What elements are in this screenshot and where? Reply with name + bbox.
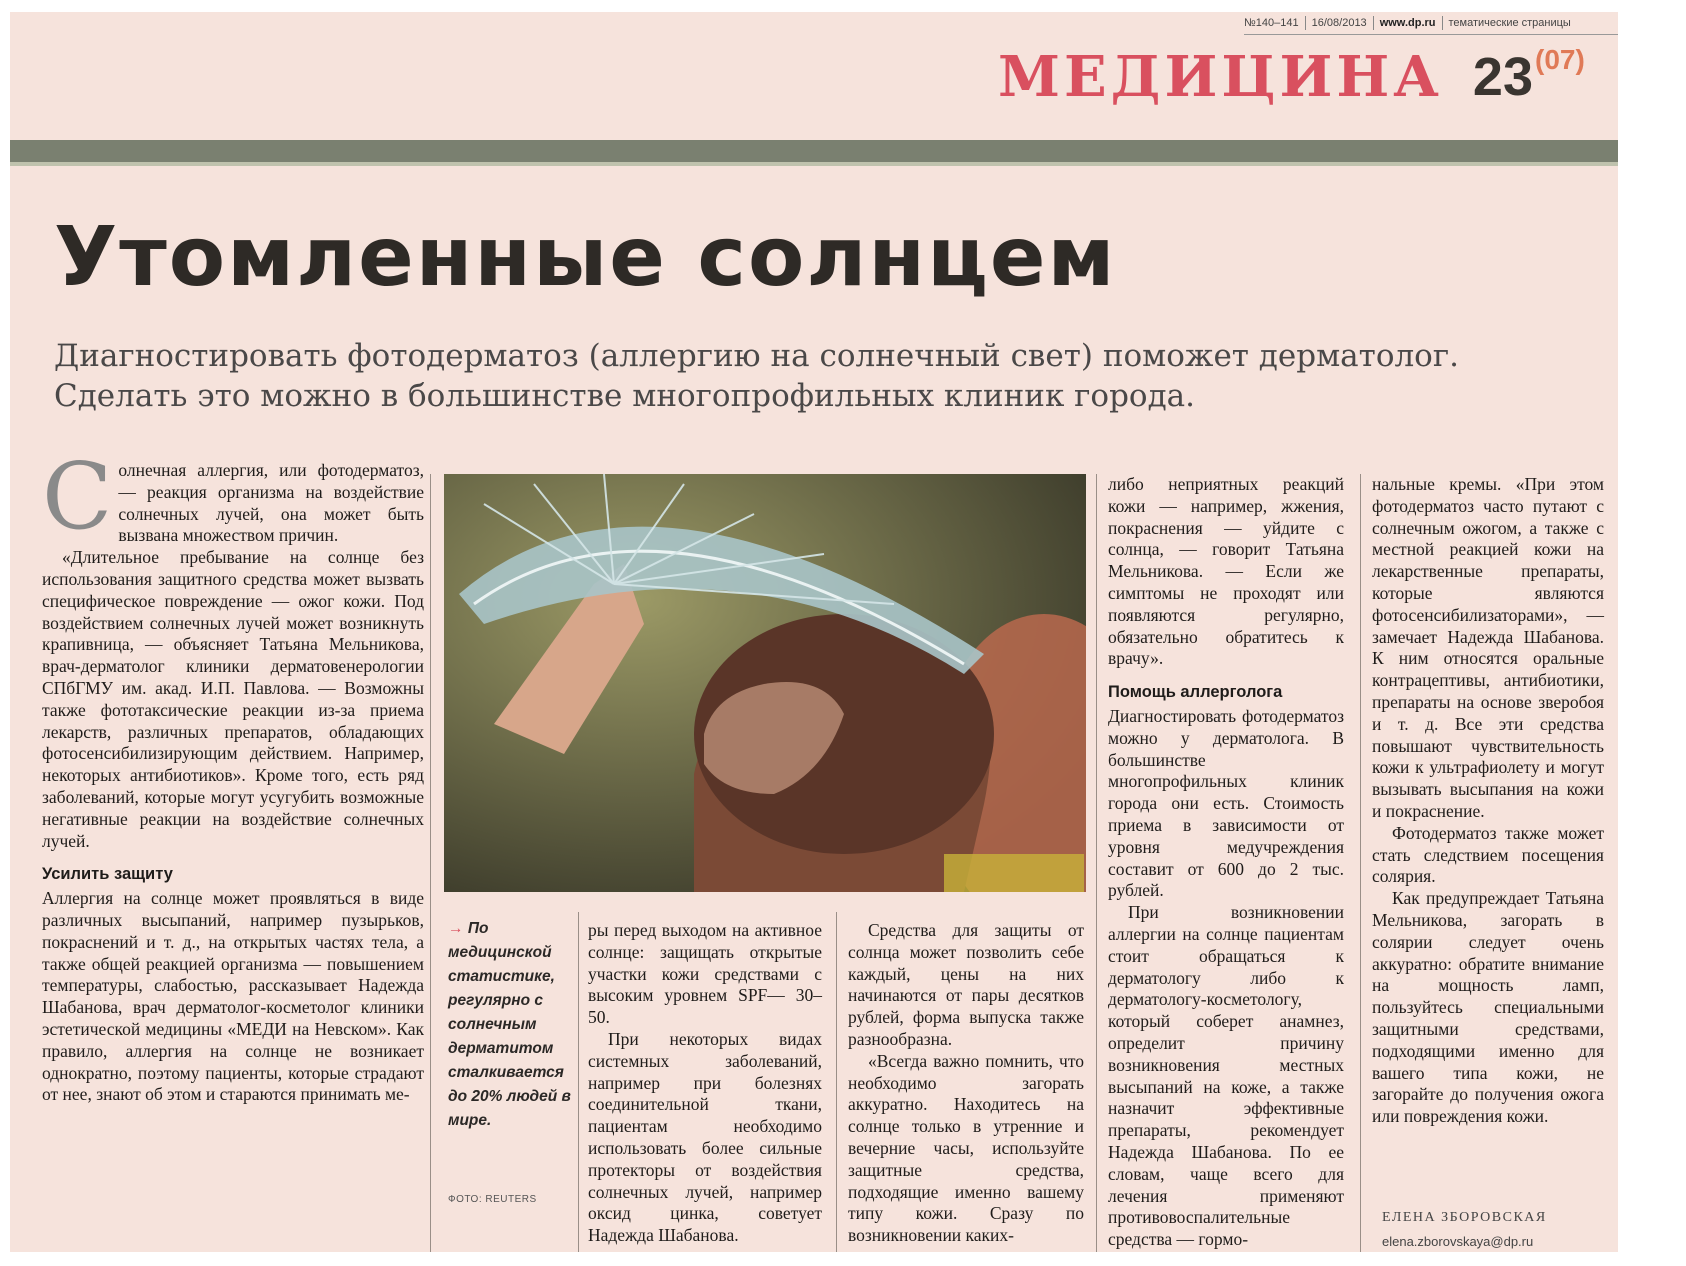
photo-caption	[448, 917, 576, 1133]
column-5	[1108, 474, 1344, 1251]
paragraph: При возникновении аллергии на солнце пациентам стоит обращаться к дерматологу либо к дерматологу-косметологу, который соберет анамнез, определит причину возникновения местных высыпаний на коже, а также назначит эффективные препараты, рекомендует Надежда Шабанова. По ее словам, чаще всего для лечения применяют противовоспалительные средства — гормо-	[1108, 902, 1344, 1250]
page-subnumber: (07)	[1535, 44, 1585, 75]
divider	[1373, 16, 1374, 30]
paragraph: либо неприятных реакций кожи — например, жжения, покраснения — уйдите с солнца, — говорит Татьяна Мельникова. — Если же симптомы не проходят или появляются регулярно, обязательно обратитесь к врачу».	[1108, 474, 1344, 669]
section-name: МЕДИЦИНА	[998, 44, 1443, 110]
section-bar-shadow	[10, 162, 1618, 166]
paragraph: Диагностировать фотодерматоз можно у дерматолога. В большинстве многопрофильных клиник города они есть. Стоимость приема в зависимости от уровня медучреждения составит от 600 до 2 тыс. рублей.	[1108, 705, 1344, 901]
article-photo	[444, 474, 1086, 892]
author-email[interactable]: elena.zborovskaya@dp.ru	[1382, 1234, 1534, 1249]
drop-cap: С	[42, 443, 113, 550]
caption-text: По медицинской статистике, регулярно с солнечным дерматитом сталкивается до 20% людей в мире.	[448, 920, 571, 1129]
pages-label: тематические страницы	[1448, 17, 1571, 29]
paragraph: «Длительное пребывание на солнце без использования защитного средства может вызвать специфическое повреждение — ожог кожи. Под воздействием солнечных лучей может возникнуть крапивница, — объясняет Татьяна Мельникова, врач-дерматолог клиники дерматовенерологии СПбГМУ им. акад. И.П. Павлова. — Возможны также фототаксические реакции из-за приема лекарств, различных препаратов, обладающих фотосенсибилизирующим действием. Например, некоторых антибиотиков». Кроме того, есть ряд заболеваний, которые могут усугубить возможные негативные реакции на воздействие солнечных лучей.	[42, 547, 424, 851]
paragraph: нальные кремы. «При этом фотодерматоз часто путают с солнечным ожогом, а также с местной реакцией кожи на лекарственные препараты, которые являются фотосенсибилизаторами», — замечает Надежда Шабанова. К ним относятся оральные контрацептивы, антибиотики, препараты на основе зверобоя и т. д. Все эти средства повышают чувствительность кожи к ультрафиолету и могут вызывать высыпания на кожи и покраснение.	[1372, 474, 1604, 821]
column-rule	[1096, 474, 1097, 1252]
divider	[1305, 16, 1306, 30]
column-4	[848, 920, 1084, 1247]
paragraph: Солнечная аллергия, или фотодерматоз, — реакция организма на воздействие солнечных лучей, она может быть вызвана множеством причин.	[42, 443, 424, 550]
paragraph: Средства для защиты от солнца может позволить себе каждый, цены на них начинаются от пары десятков рублей, форма выпуска также разнообразна.	[848, 920, 1084, 1049]
column-6	[1372, 474, 1604, 1128]
paragraph: Аллергия на солнце может проявляться в виде различных высыпаний, например пузырьков, покраснений и т. д., на открытых частях тела, а также общей реакцией организма — повышением температуры, слабостью, рассказывает Надежда Шабанова, врач дерматолог-косметолог клиники эстетической медицины «МЕДИ на Невском». Как правило, аллергия на солнце не возникает однократно, поэтому пациенты, которые страдают от нее, знают об этом и стараются принимать ме-	[42, 888, 424, 1105]
subheading: Помощь аллерголога	[1108, 683, 1283, 702]
paragraph: «Всегда важно помнить, что необходимо загорать аккуратно. Находитесь на солнце только в утренние и вечерние часы, используйте защитные средства, подходящие именно вашему типу кожи. Сразу по возникновении каких-	[848, 1050, 1084, 1246]
column-rule	[1360, 474, 1361, 1252]
issue-number: №140–141	[1244, 17, 1299, 29]
issue-date: 16/08/2013	[1311, 17, 1367, 29]
column-rule	[836, 912, 837, 1252]
subheading: Усилить защиту	[42, 865, 173, 884]
paragraph: ры перед выходом на активное солнце: защищать открытые участки кожи средствами с высоким уровнем SPF— 30–50.	[588, 920, 822, 1028]
site-url[interactable]: www.dp.ru	[1379, 17, 1436, 29]
photo-credit: ФОТО: REUTERS	[448, 1194, 537, 1205]
column-rule	[430, 474, 431, 1252]
photo-illustration	[444, 474, 1086, 892]
lead-paragraph: Диагностировать фотодерматоз (аллергию на солнечный свет) поможет дерматолог. Сделать это можно в большинстве многопрофильных клиник города.	[54, 338, 1459, 414]
paragraph: Как предупреждает Татьяна Мельникова, загорать в солярии следует очень аккуратно: обратите внимание на мощность ламп, пользуйтесь специальными защитными средствами, подходящими именно для вашего типа кожи, не загорайте до получения ожога или повреждения кожи.	[1372, 888, 1604, 1127]
newspaper-page	[10, 12, 1618, 1252]
section-header	[998, 42, 1585, 112]
column-rule	[578, 912, 579, 1252]
author-name: ЕЛЕНА ЗБОРОВСКАЯ	[1382, 1210, 1547, 1225]
headline: Утомленные солнцем	[54, 210, 1117, 305]
page-number: 23	[1472, 47, 1533, 107]
column-1	[42, 443, 424, 1106]
divider	[1442, 16, 1443, 30]
paragraph: При некоторых видах системных заболеваний, например при болезнях соединительной ткани, пациентам необходимо использовать более сильные протекторы от воздействия солнечных лучей, например оксид цинка, советует Надежда Шабанова.	[588, 1028, 822, 1246]
column-3	[588, 920, 822, 1247]
masthead-info	[1244, 12, 1618, 35]
section-bar	[10, 140, 1618, 162]
paragraph: Фотодерматоз также может стать следствием посещения солярия.	[1372, 822, 1604, 887]
arrow-icon: →	[448, 920, 464, 937]
